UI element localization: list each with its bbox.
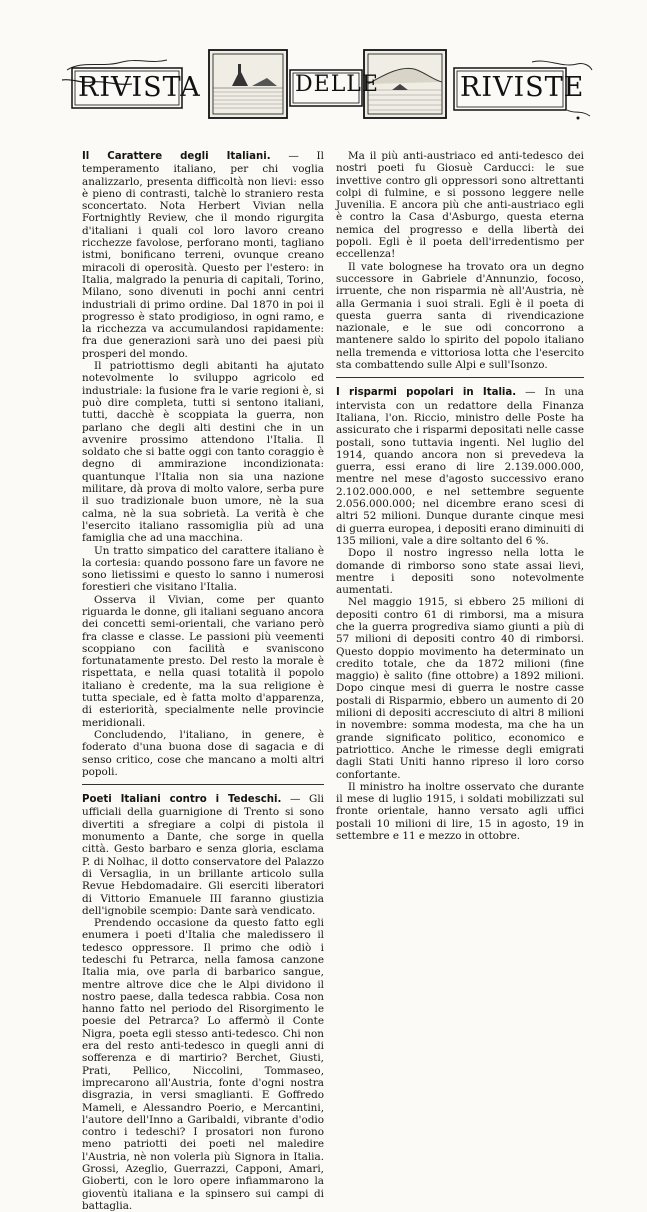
banner-word-rivista: RIVISTA bbox=[78, 72, 201, 103]
carattere-paragraph-4: Osserva il Vivian, come per quanto riguarda le donne, gli italiani seguano ancora dei concetti semi-orientali, che variano però fra classe e classe. Le passioni più veementi scoppiano con facilità e svaniscono fortunatamente presto. Del resto la morale è rispettata, e nella quasi totalità il popolo italiano è credente, ma la sua religione è tutta speciale, ed è fatta molto d'apparenza, di esteriorità, specialmente nelle provincie meridionali. bbox=[82, 593, 324, 729]
section-divider bbox=[336, 377, 584, 378]
poeti-paragraph-3: Ma il più anti-austriaco ed anti-tedesco dei nostri poeti fu Giosuè Carducci: le sue invettive contro gli oppressori sono altrettanti colpi di fulmine, e si possono leggere nelle Juvenilia. E ancora più che anti-austriaco egli è contro la Casa d'Asburgo, questa eterna nemica del progresso e della libertà dei popoli. Egli è il poeta dell'irredentismo per eccellenza! bbox=[336, 150, 584, 261]
risparmi-paragraph-3: Nel maggio 1915, si ebbero 25 milioni di depositi contro 61 di rimborsi, ma a misura che la guerra progrediva siamo giunti a più di 57 milioni di depositi contro 40 di rimborsi. Questo doppio movimento ha determinato un credito totale, che da 1872 milioni (fine maggio) è salito (fine ottobre) a 1892 milioni. Dopo cinque mesi di guerra le nostre casse postali di Risparmio, ebbero un aumento di 20 milioni di depositi accresciuto di altri 8 milioni in novembre: somma modesta, ma che ha un grande significato politico, economico e patriottico. Anche le rimesse degli emigrati dagli Stati Uniti hanno ripreso il loro corso confortante. bbox=[336, 596, 584, 781]
poeti-paragraph-4: Il vate bolognese ha trovato ora un degno successore in Gabriele d'Annunzio, focoso, irruente, che non risparmia nè all'Austria, nè alla Germania i suoi strali. Egli è il poeta di questa guerra santa di rivendicazione nazionale, e le sue odi concorrono a mantenere saldo lo spirito del popolo italiano nella tremenda e vittoriosa lotta che l'esercito sta combattendo sulle Alpi e sull'Isonzo. bbox=[336, 260, 584, 372]
section-divider bbox=[82, 784, 324, 785]
banner-word-delle: DELLE bbox=[295, 72, 379, 97]
risparmi-paragraph-4: Il ministro ha inoltre osservato che durante il mese di luglio 1915, i soldati mobilizzati sul fronte orientale, hanno versato agli uffici postali 10 milioni di lire, 15 in agosto, 19 in settembre e 11 e mezzo in ottobre. bbox=[336, 780, 584, 843]
risparmi-paragraph-1: I risparmi popolari in Italia. — In una intervista con un redattore della Finanza Italiana, l'on. Riccio, ministro delle Poste ha assicurato che i risparmi depositati nelle casse postali, sono tuttavia ingenti. Nel luglio del 1914, quando ancora non si prevedeva la guerra, essi erano di lire 2.139.000.000, mentre nel mese d'agosto successivo erano 2.102.000.000, e nel settembre seguente 2.056.000.000; nel dicembre erano scesi di altri 52 milioni. Dunque durante cinque mesi di guerra europea, i depositi erano diminuiti di 135 milioni, vale a dire soltanto del 6 %. bbox=[336, 386, 584, 547]
poeti-paragraph-2: Prendendo occasione da questo fatto egli enumera i poeti d'Italia che maledissero il tedesco oppressore. Il primo che odiò i tedeschi fu Petrarca, nella famosa canzone Italia mia, ove parla di barbarico sangue, mentre altrove dice che le Alpi dividono il nostro paese, dalla tedesca rabbia. Cosa non hanno fatto nel periodo del Risorgimento le poesie del Petrarca? Lo affermò il Conte Nigra, poeta egli stesso anti-tedesco. Chi non era del resto anti-tedesco in quegli anni di sofferenza e di martirio? Berchet, Giusti, Prati, Pellico, Niccolini, Tommaseo, imprecarono all'Austria, fonte d'ogni nostra disgrazia, in versi smaglianti. E Goffredo Mameli, e Alessandro Poerio, e Mercantini, l'autore dell'Inno a Garibaldi, vibrante d'odio contro i tedeschi? I prosatori non furono meno patriotti dei poeti nel maledire l'Austria, nè non volerla più Signora in Italia. Grossi, Azeglio, Guerrazzi, Capponi, Amari, Gioberti, con le loro opere infiammarono la gioventù italiana e la spinsero sui campi di battaglia. bbox=[82, 917, 324, 1212]
risparmi-heading: I risparmi popolari in Italia. bbox=[336, 387, 517, 399]
carattere-paragraph-5: Concludendo, l'italiano, in genere, è foderato d'una buona dose di sagacia e di senso critico, cose che mancano a molti altri popoli. bbox=[82, 728, 324, 778]
carattere-paragraph-1: Il Carattere degli Italiani. — Il temperamento italiano, per chi voglia analizzarlo, presenta difficoltà non lievi: esso è pieno di contrasti, talchè lo straniero resta sconcertato. Nota Herbert Vivian nella Fortnightly Review, che il mondo rigurgita d'italiani i quali col loro lavoro creano ricchezze favolose, perforano monti, tagliano istmi, bonificano terreni, ovunque creano miracoli di operosità. Questo per l'estero: in Italia, malgrado la penuria di capitali, Torino, Milano, sono divenuti in pochi anni centri industriali di primo ordine. Dal 1870 in poi il progresso è stato prodigioso, in ogni ramo, e la ricchezza va accumulandosi rapidamente: fra due generazioni sarà uno dei paesi più prosperi del mondo. bbox=[82, 150, 324, 360]
risparmi-paragraph-2: Dopo il nostro ingresso nella lotta le domande di rimborso sono state assai lievi, mentre i depositi sono notevolmente aumentati. bbox=[336, 547, 584, 597]
carattere-paragraph-3: Un tratto simpatico del carattere italiano è la cortesia: quando possono fare un favore ne sono lietissimi e questo lo sanno i numerosi forestieri che visitano l'Italia. bbox=[82, 544, 324, 594]
right-column bbox=[336, 150, 584, 842]
poeti-heading: Poeti Italiani contro i Tedeschi. bbox=[82, 794, 282, 806]
poeti-paragraph-1: Poeti Italiani contro i Tedeschi. — Gli ufficiali della guarnigione di Trento si sono divertiti a sfregiare a colpi di pistola il monumento a Dante, che sorge in quella città. Gesto barbaro e senza gloria, esclama P. di Nolhac, il dotto conservatore del Palazzo di Versaglia, in un brillante articolo sulla Revue Hebdomadaire. Gli eserciti liberatori di Vittorio Emanuele III faranno giustizia dell'ignobile scempio: Dante sarà vendicato. bbox=[82, 793, 324, 917]
masthead-banner bbox=[62, 40, 592, 128]
left-column bbox=[82, 150, 324, 1212]
carattere-paragraph-2: Il patriottismo degli abitanti ha ajutato notevolmente lo sviluppo agricolo ed industriale: la fusione fra le varie regioni è, si può dire completa, tutti si sentono italiani, tutti, dacchè è scoppiata la guerra, non parlano che degli alti destini che in un avvenire prossimo attendono l'Italia. Il soldato che si batte oggi con tanto coraggio è degno di ammirazione incondizionata: quantunque l'Italia non sia una nazione militare, dà prova di molto valore, serba pure il suo tradizionale buon umore, nè la sua calma, nè la sua sobrietà. La verità è che l'esercito italiano rassomiglia più ad una famiglia che ad una macchina. bbox=[82, 360, 324, 545]
banner-word-riviste: RIVISTE bbox=[460, 72, 585, 103]
carattere-heading: Il Carattere degli Italiani. bbox=[82, 151, 271, 162]
